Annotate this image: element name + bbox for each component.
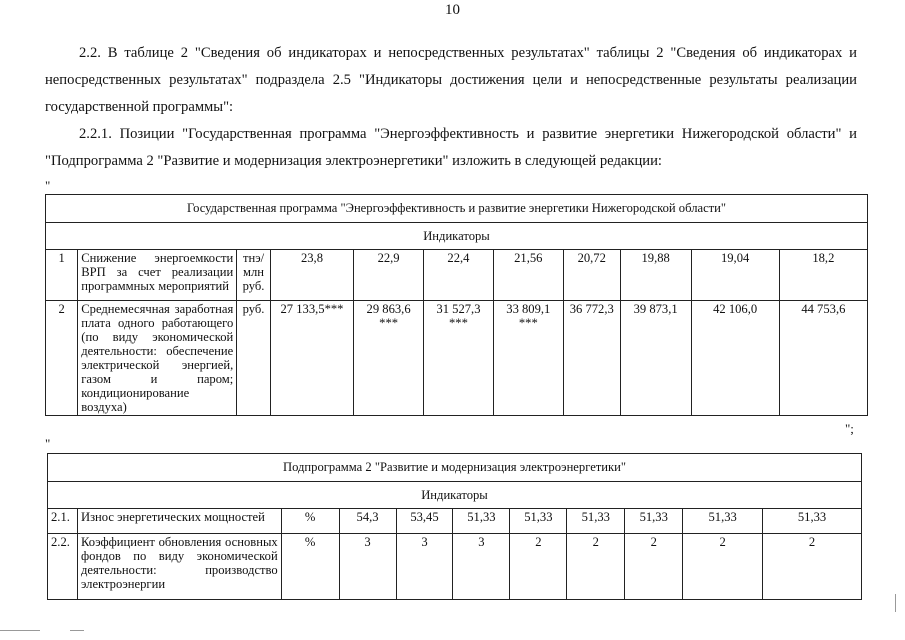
value-cell: 51,33: [453, 509, 510, 534]
value-cell: 23,8: [270, 250, 353, 301]
table-row: [46, 301, 868, 416]
value-cell: 22,4: [424, 250, 494, 301]
section-header: Индикаторы: [48, 482, 862, 509]
table-row: [46, 250, 868, 301]
value-cell: 29 863,6 ***: [354, 301, 424, 416]
value-cell: 2: [567, 534, 625, 600]
table-title: Подпрограмма 2 "Развитие и модернизация электроэнергетики": [48, 454, 862, 482]
value-cell: 18,2: [779, 250, 867, 301]
value-cell: 21,56: [493, 250, 563, 301]
value-cell: 3: [453, 534, 510, 600]
paragraph-2-2: 2.2. В таблице 2 "Сведения об индикаторах и непосредственных результатах" таблицы 2 "Сведения об индикаторах и непосредственных результатах" подраздела 2.5 "Индикаторы достижения цели и непосредственные результаты реализации государственной программы":: [45, 45, 857, 115]
indicator-name: Коэффициент обновления основных фондов по виду экономической деятельности: производство электроэнергии: [77, 534, 281, 600]
state-program-table: [45, 194, 868, 416]
value-cell: 20,72: [563, 250, 620, 301]
value-cell: 3: [396, 534, 453, 600]
value-cell: 51,33: [625, 509, 683, 534]
row-number: 2.2.: [48, 534, 78, 600]
value-cell: 19,04: [691, 250, 779, 301]
value-cell: 2: [763, 534, 862, 600]
value-cell: 22,9: [354, 250, 424, 301]
section-header: Индикаторы: [46, 223, 868, 250]
opening-quote-2: ": [45, 436, 51, 451]
value-cell: 3: [339, 534, 396, 600]
subprogram-table: [47, 453, 862, 600]
value-cell: 33 809,1 ***: [493, 301, 563, 416]
value-cell: 19,88: [620, 250, 691, 301]
value-cell: 2: [625, 534, 683, 600]
scan-artifact: [0, 630, 40, 631]
page-number: 10: [445, 2, 460, 18]
value-cell: 2: [510, 534, 567, 600]
unit: тнэ/млн руб.: [237, 250, 271, 301]
table-row: [48, 509, 862, 534]
indicator-name: Снижение энергоемкости ВРП за счет реализации программных мероприятий: [78, 250, 237, 301]
value-cell: 42 106,0: [691, 301, 779, 416]
indicator-name: Износ энергетических мощностей: [77, 509, 281, 534]
unit: %: [281, 509, 339, 534]
value-cell: 27 133,5***: [270, 301, 353, 416]
scan-artifact: [70, 630, 84, 631]
row-number: 2: [46, 301, 78, 416]
table-row: [48, 534, 862, 600]
closing-quote: ";: [845, 421, 854, 436]
value-cell: 51,33: [567, 509, 625, 534]
value-cell: 44 753,6: [779, 301, 867, 416]
paragraph-2-2-1: 2.2.1. Позиции "Государственная программа "Энергоэффективность и развитие энергетики Нижегородской области" и "Подпрограмма 2 "Развитие и модернизация электроэнергетики" изложить в следующей редакции:: [45, 126, 857, 169]
value-cell: 31 527,3 ***: [424, 301, 494, 416]
value-cell: 51,33: [510, 509, 567, 534]
value-cell: 51,33: [763, 509, 862, 534]
value-cell: 51,33: [683, 509, 763, 534]
indicator-name: Среднемесячная заработная плата одного работающего (по виду экономической деятельности: обеспечение электрической энергией, газом и паром; кондиционирование воздуха): [78, 301, 237, 416]
row-number: 2.1.: [48, 509, 78, 534]
row-number: 1: [46, 250, 78, 301]
unit: %: [281, 534, 339, 600]
unit: руб.: [237, 301, 271, 416]
value-cell: 39 873,1: [620, 301, 691, 416]
opening-quote: ": [45, 178, 51, 193]
value-cell: 2: [683, 534, 763, 600]
scan-artifact: [895, 594, 896, 612]
table-title: Государственная программа "Энергоэффективность и развитие энергетики Нижегородской области": [46, 195, 868, 223]
value-cell: 54,3: [339, 509, 396, 534]
value-cell: 53,45: [396, 509, 453, 534]
value-cell: 36 772,3: [563, 301, 620, 416]
